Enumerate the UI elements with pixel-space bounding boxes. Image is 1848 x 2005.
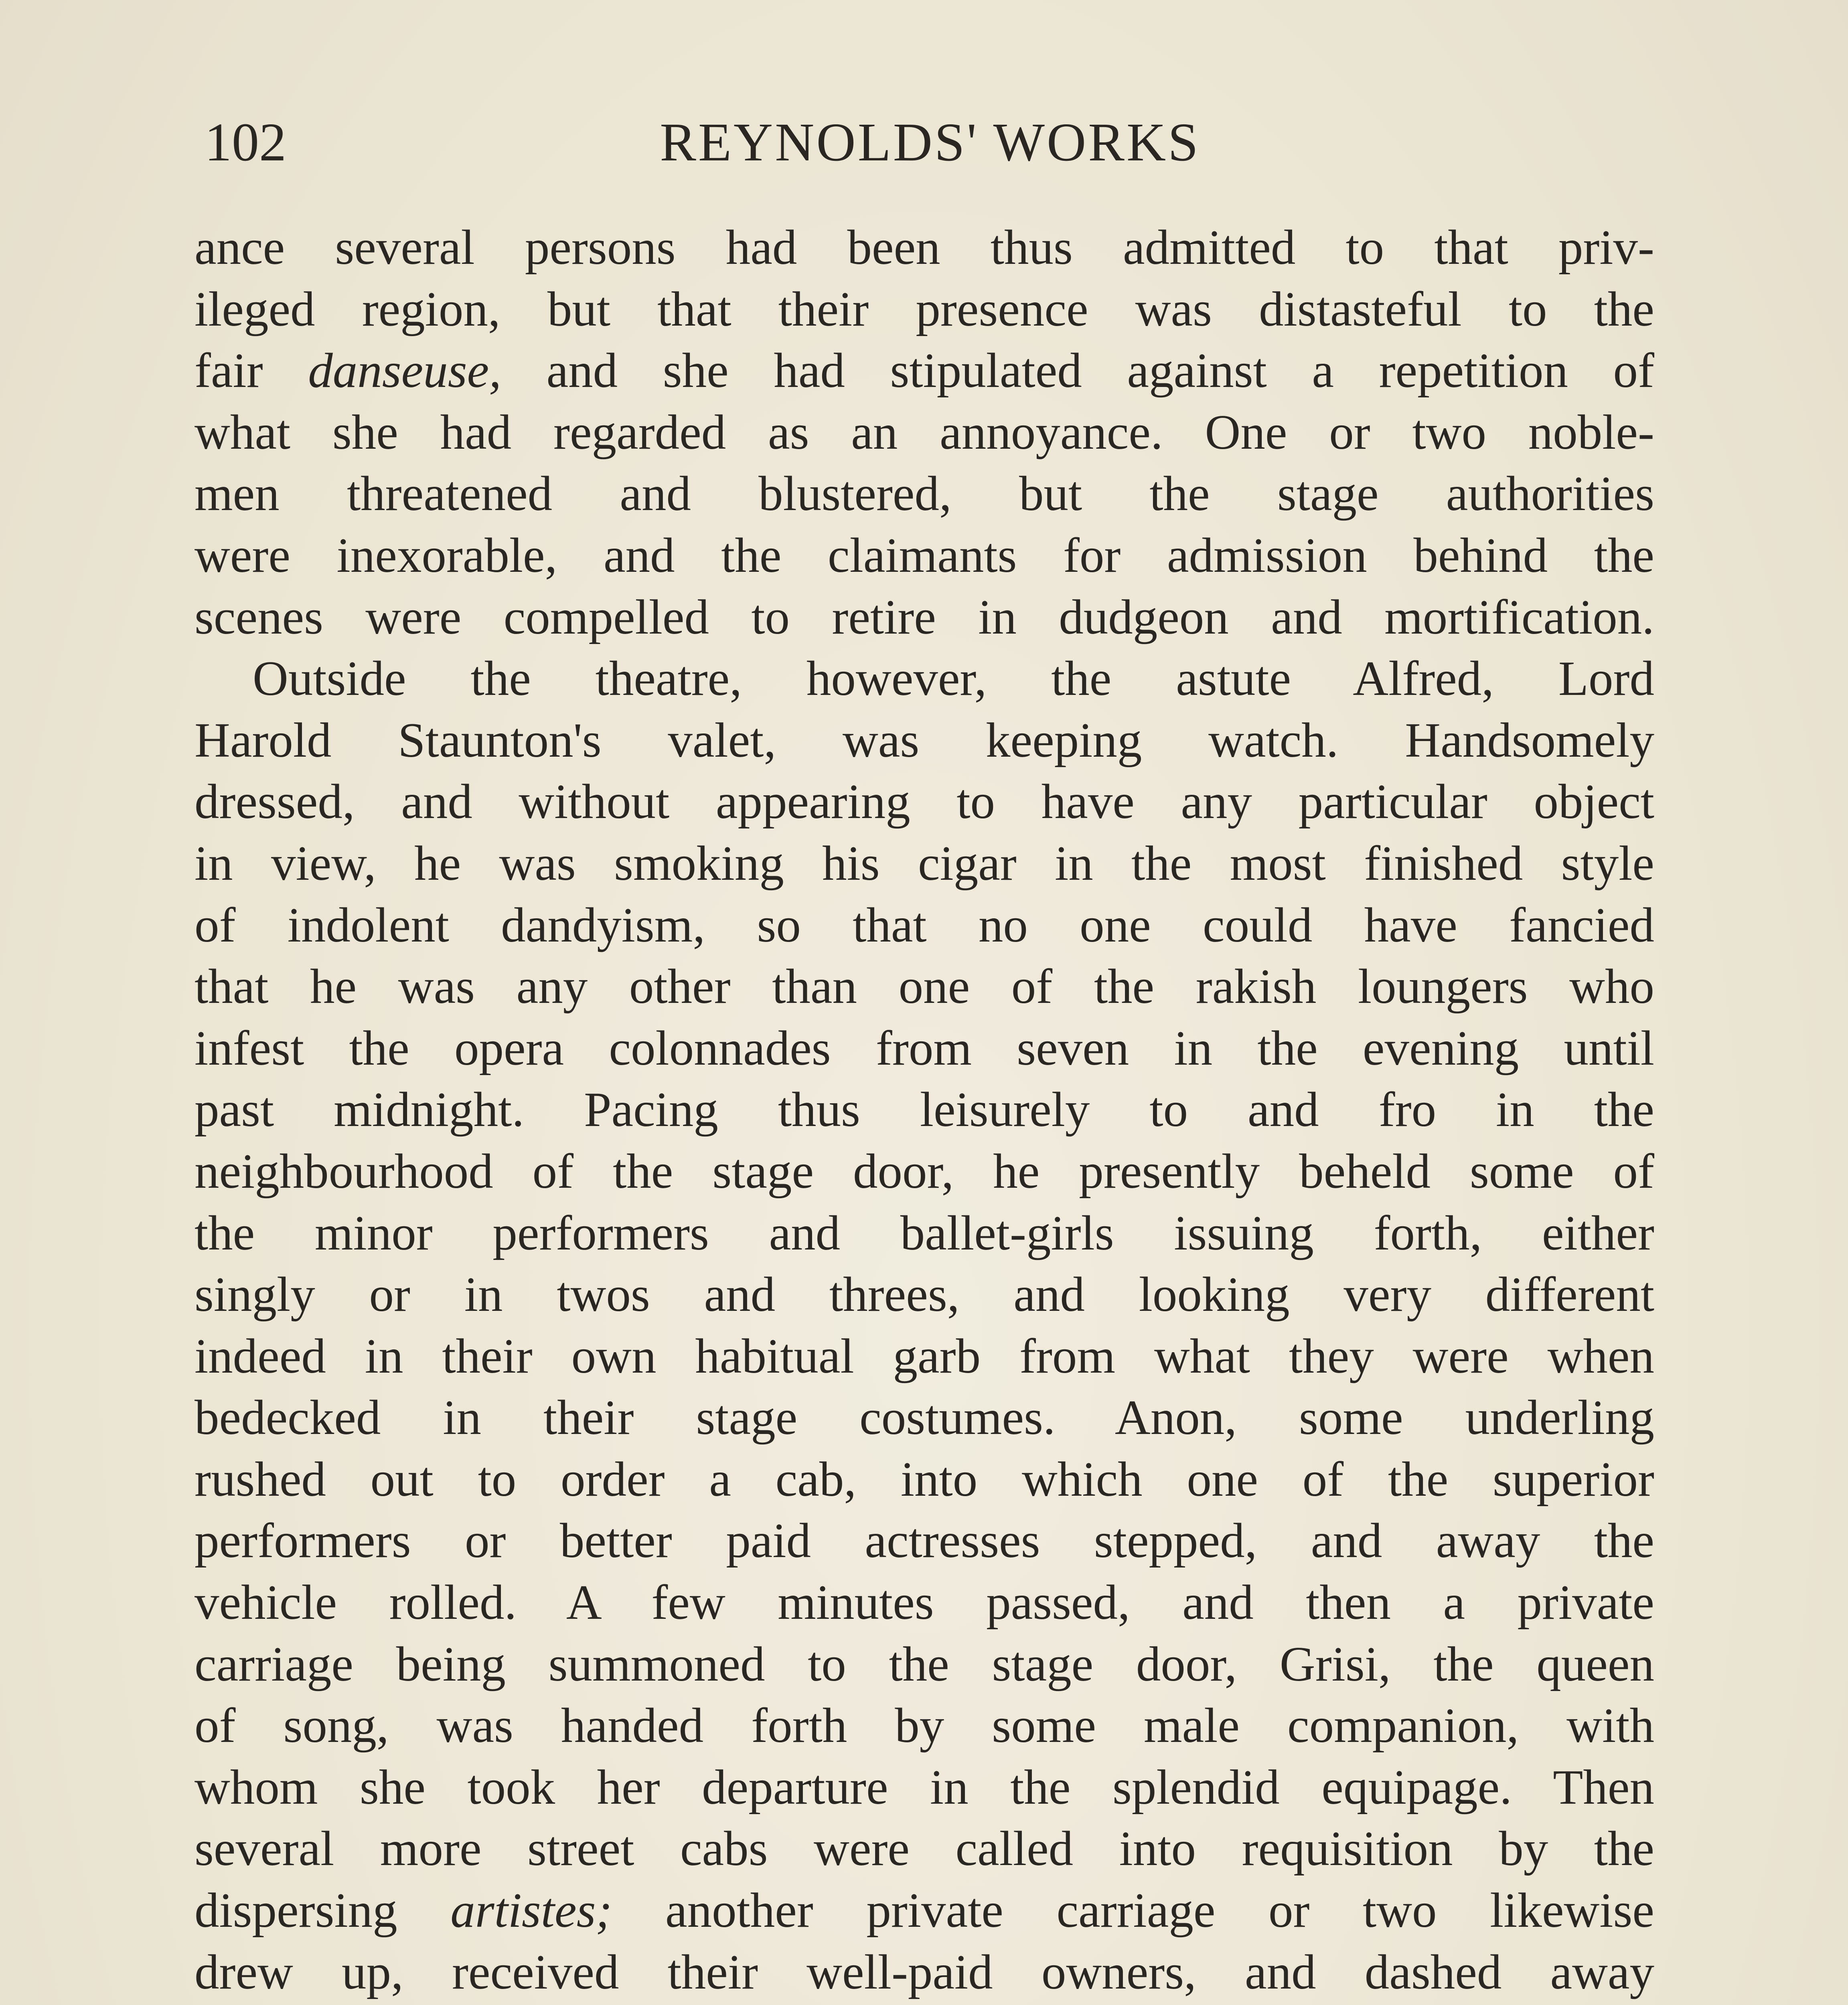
text-line: infest the opera colonnades from seven in the evening until [195, 1020, 1654, 1075]
text-line: drew up, received their well-paid owners, and dashed away [195, 1944, 1654, 1999]
text-line: Outside the theatre, however, the astute Alfred, Lord [253, 651, 1654, 706]
text-line: that he was any other than one of the rakish loungers who [195, 959, 1654, 1014]
text-line [195, 1879, 1654, 1941]
text-line: of indolent dandyism, so that no one could have fancied [195, 897, 1654, 952]
text-line: the minor performers and ballet-girls issuing forth, either [195, 1205, 1654, 1260]
text-line: rushed out to order a cab, into which one of the superior [195, 1451, 1654, 1507]
text-line: in view, he was smoking his cigar in the most finished style [195, 835, 1654, 891]
text-span: fair [195, 343, 263, 398]
text-line: scenes were compelled to retire in dudgeon and mortification. [195, 589, 1654, 644]
text-line: whom she took her departure in the splendid equipage. Then [195, 1759, 1654, 1815]
paragraph [195, 217, 1654, 648]
text-line: singly or in twos and threes, and looking very different [195, 1267, 1654, 1322]
text-line: neighbourhood of the stage door, he presently beheld some of [195, 1143, 1654, 1199]
text-line: ance several persons had been thus admitted to that priv- [195, 220, 1654, 275]
italic-term: danseuse, [308, 343, 501, 398]
page-number: 102 [205, 112, 286, 172]
text-span: dispersing [195, 1883, 397, 1938]
text-line: ileged region, but that their presence was distasteful to the [195, 281, 1654, 336]
text-line: indeed in their own habitual garb from what they were when [195, 1328, 1654, 1383]
text-line: past midnight. Pacing thus leisurely to and fro in the [195, 1082, 1654, 1137]
running-head [205, 108, 1656, 176]
text-line: of song, was handed forth by some male companion, with [195, 1698, 1654, 1753]
text-span: another private carriage or two likewise [665, 1883, 1655, 1938]
text-line: men threatened and blustered, but the stage authorities [195, 466, 1654, 521]
text-line [195, 340, 1654, 401]
text-line: dressed, and without appearing to have any particular object [195, 774, 1654, 829]
text-line: several more street cabs were called into requisition by the [195, 1821, 1654, 1876]
text-line [195, 2003, 1654, 2005]
text-line: vehicle rolled. A few minutes passed, and then a private [195, 1575, 1654, 1630]
text-line: Harold Staunton's valet, was keeping watch. Handsomely [195, 712, 1654, 768]
text-line: what she had regarded as an annoyance. One or two noble- [195, 404, 1654, 460]
running-title: REYNOLDS' WORKS [660, 112, 1200, 172]
text-span: and she had stipulated against a repetition of [546, 343, 1655, 398]
text-line: bedecked in their stage costumes. Anon, some underling [195, 1390, 1654, 1445]
italic-term: artistes; [450, 1883, 612, 1938]
body-text [195, 217, 1654, 2005]
text-line: carriage being summoned to the stage door, Grisi, the queen [195, 1636, 1654, 1691]
text-line: performers or better paid actresses stepped, and away the [195, 1513, 1654, 1568]
text-line: were inexorable, and the claimants for admission behind the [195, 527, 1654, 583]
paragraph [195, 648, 1654, 2005]
